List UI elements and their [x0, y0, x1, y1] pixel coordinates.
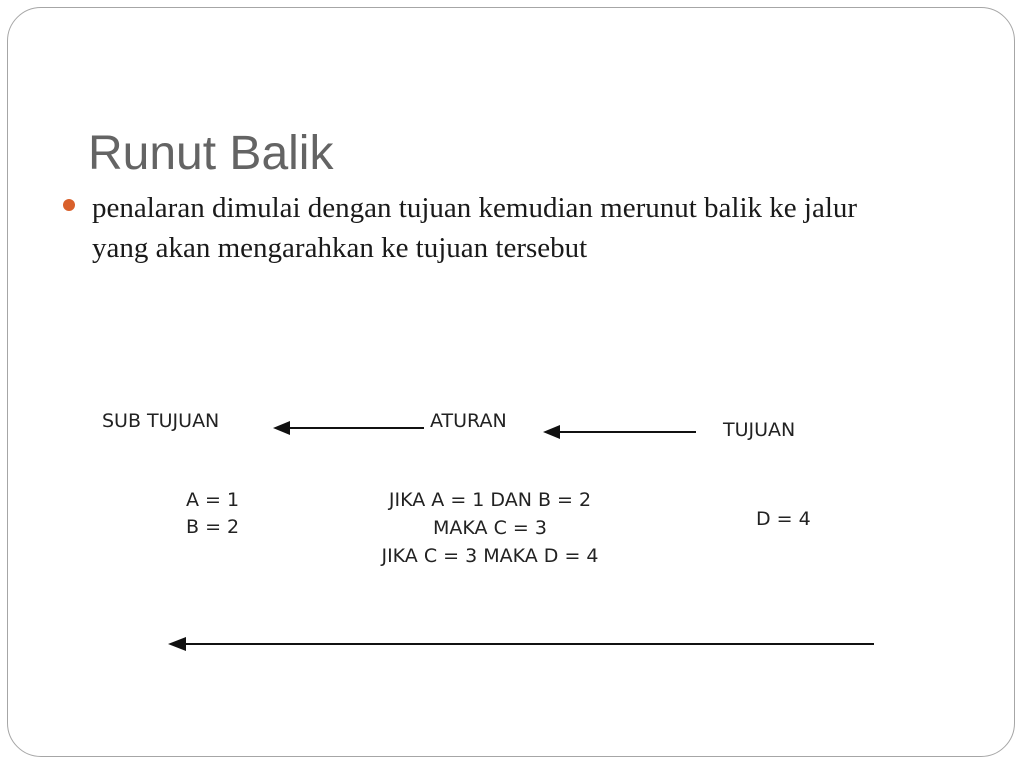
arrow-head-icon	[273, 421, 290, 435]
label-sub-tujuan: SUB TUJUAN	[102, 410, 220, 432]
sub-tujuan-value: B = 2	[186, 516, 240, 538]
aturan-rule: JIKA C = 3 MAKA D = 4	[381, 545, 599, 567]
arrow-backward-long	[168, 637, 874, 651]
label-tujuan: TUJUAN	[723, 419, 796, 441]
sub-tujuan-value: A = 1	[186, 489, 240, 511]
label-aturan: ATURAN	[430, 410, 507, 432]
tujuan-value: D = 4	[756, 508, 811, 530]
arrow-aturan-to-sub-tujuan	[273, 421, 424, 435]
bullet-text: penalaran dimulai dengan tujuan kemudian merunut balik ke jalur yang akan mengarahkan ke tujuan tersebut	[92, 192, 858, 264]
slide-title: Runut Balik	[88, 127, 334, 180]
arrow-head-icon	[168, 637, 186, 651]
arrow-tujuan-to-aturan	[543, 425, 696, 439]
arrow-head-icon	[543, 425, 560, 439]
aturan-rule: JIKA A = 1 DAN B = 2	[388, 489, 592, 511]
aturan-rule: MAKA C = 3	[433, 517, 547, 539]
